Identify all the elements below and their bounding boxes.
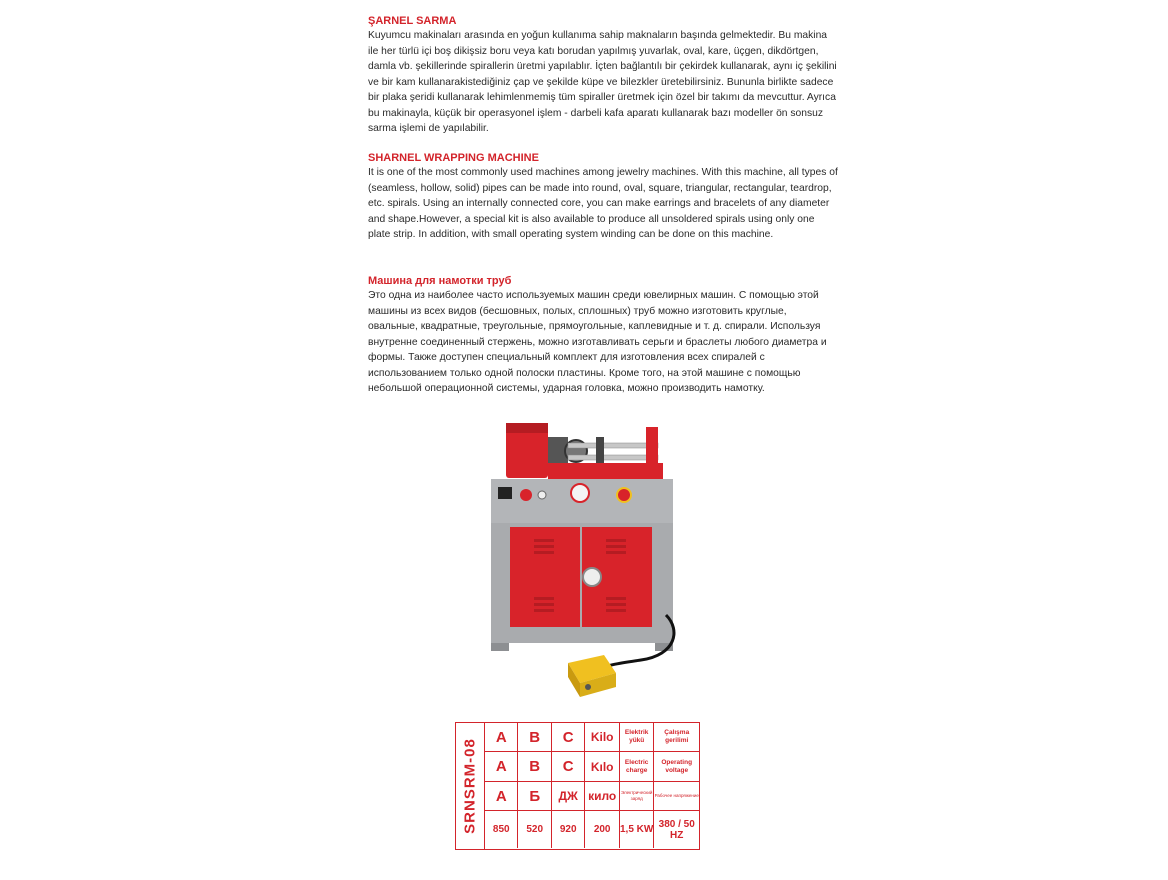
table-cell: A xyxy=(485,752,518,782)
table-row xyxy=(485,781,700,811)
table-cell: Электрический заряд xyxy=(619,781,654,811)
table-cell: Рабочее напряжение xyxy=(654,781,699,811)
english-heading: SHARNEL WRAPPING MACHINE xyxy=(368,152,539,164)
turkish-heading: ŞARNEL SARMA xyxy=(368,15,457,27)
russian-body: Это одна из наиболее часто используемых машин среди ювелирных машин. С помощью этой машины из всех видов (бесшовных, полых, сплошных) труб можно изготовить круглые, овальные, квадратные, треугольные, прямоугольные, каплевидные и т. д. спирали. Используя внутренне соединенный стержень, можно изготавливать серьги и браслеты любого диаметра и формы. Также доступен специальный комплект для изготовления всех спиралей с использованием только одной полоски пластины. Кроме того, на этой машине с помощью небольшой операционной системы, ударная головка, можно производить намотку. xyxy=(368,290,827,394)
specification-table xyxy=(455,722,700,850)
table-cell: Б xyxy=(518,781,551,811)
english-section xyxy=(368,151,838,243)
table-cell: A xyxy=(485,723,518,752)
table-cell: Kilo xyxy=(585,723,620,752)
model-label-cell xyxy=(456,723,485,849)
table-cell: B xyxy=(518,723,551,752)
russian-section xyxy=(368,274,838,397)
spec-grid xyxy=(484,723,699,848)
table-cell: Electric charge xyxy=(619,752,654,782)
table-cell: B xyxy=(518,752,551,782)
table-row xyxy=(485,811,700,848)
russian-heading: Машина для намотки труб xyxy=(368,275,512,287)
table-cell: 380 / 50 HZ xyxy=(654,811,699,848)
table-cell: 200 xyxy=(585,811,620,848)
table-cell: 1,5 KW xyxy=(619,811,654,848)
table-cell: А xyxy=(485,781,518,811)
turkish-section xyxy=(368,14,838,137)
foot-pedal xyxy=(568,655,616,697)
table-cell: 920 xyxy=(551,811,584,848)
table-cell: Elektrik yükü xyxy=(619,723,654,752)
machine-illustration xyxy=(476,415,691,715)
machine-bed xyxy=(548,463,663,479)
table-cell: 850 xyxy=(485,811,518,848)
english-body: It is one of the most commonly used machines among jewelry machines. With this machine, all types of (seamless, hollow, solid) pipes can be made into round, oval, square, triangular, rectangular, teardrop, etc. spirals. Using an internally connected core, you can make earrings and bracelets of any diameter and shape.However, a special kit is also available to produce all unsoldered spirals using only one plate strip. In addition, with small operating system winding can be done on this machine. xyxy=(368,167,838,240)
table-cell: кило xyxy=(585,781,620,811)
turkish-body: Kuyumcu makinaları arasında en yoğun kullanıma sahip maknaların başında gelmektedir. Bu makina ile her türlü içi boş dikişsiz boru veya katı borudan yapılmış yuvarlak, oval, kare, üçgen, dikdörtgen, damla vb. şekillerinde spirallerin üretmi yapılablır. İçten bağlantılı bir çekirdek kullanarak, aynı iç şekilini ve bir kam kullanarakistediğiniz çap ve şekilde küpe ve bilezkler üretebilirsiniz. Bununla birlikte sadece bir plaka şeridi kullanarak lehimlenmemiş tüm spiraller üretmek için özel bir takımı da mevcuttur. Ayrıca bu makinayla, küçük bir operasyonel işlem - darbeli kafa aparatı kullanarak bazı modeller ön sonsuz sarma işlemi de yapılabilir. xyxy=(368,30,837,134)
table-cell: C xyxy=(551,723,584,752)
table-row xyxy=(485,723,700,752)
table-cell: Operating voltage xyxy=(654,752,699,782)
table-cell: Çalışma gerilimi xyxy=(654,723,699,752)
table-cell: Kılo xyxy=(585,752,620,782)
table-row xyxy=(485,752,700,782)
table-cell: 520 xyxy=(518,811,551,848)
table-cell: ДЖ xyxy=(551,781,584,811)
model-name: SRNSRM-08 xyxy=(461,738,479,834)
table-cell: C xyxy=(551,752,584,782)
